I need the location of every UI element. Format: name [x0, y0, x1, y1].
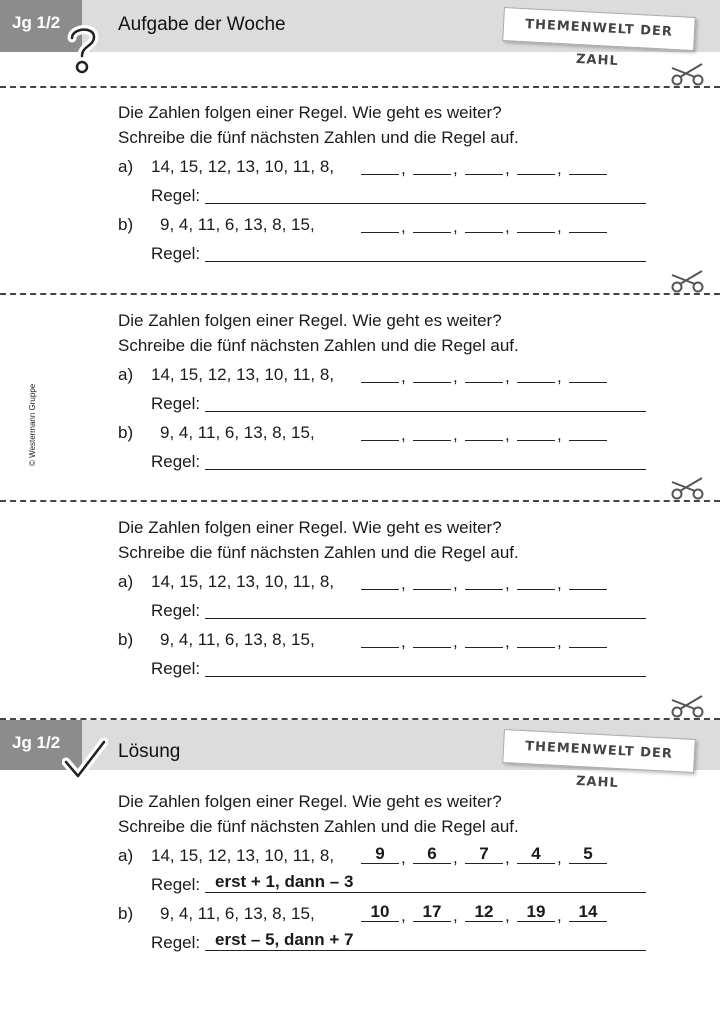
- comma: ,: [505, 848, 510, 867]
- comma: ,: [557, 159, 562, 178]
- exercise-intro-line2: Schreibe die fünf nächsten Zahlen und die Regel auf.: [118, 817, 519, 836]
- exercise-intro-line1: Die Zahlen folgen einer Regel. Wie geht es weiter?: [118, 103, 502, 122]
- comma: ,: [453, 848, 458, 867]
- label-b: b): [118, 423, 134, 442]
- exercise-intro-line1: Die Zahlen folgen einer Regel. Wie geht es weiter?: [118, 792, 502, 811]
- comma: ,: [505, 159, 510, 178]
- comma: ,: [401, 425, 406, 444]
- sequence-b: 9, 4, 11, 6, 13, 8, 15,: [160, 904, 315, 923]
- label-b: b): [118, 904, 134, 923]
- regel-solution-a: erst + 1, dann – 3: [215, 872, 354, 891]
- comma: ,: [401, 906, 406, 925]
- label-a: a): [118, 157, 134, 176]
- solution-answer: 5: [569, 846, 607, 864]
- answer-blank[interactable]: [517, 423, 555, 441]
- comma: ,: [401, 574, 406, 593]
- sequence-b: 9, 4, 11, 6, 13, 8, 15,: [160, 423, 315, 442]
- answer-blank[interactable]: [361, 572, 399, 590]
- answer-blank[interactable]: [569, 215, 607, 233]
- answer-blank[interactable]: [413, 572, 451, 590]
- comma: ,: [505, 906, 510, 925]
- comma: ,: [505, 632, 510, 651]
- comma: ,: [557, 574, 562, 593]
- sequence-a: 14, 15, 12, 13, 10, 11, 8,: [151, 846, 335, 865]
- regel-solution-line: [205, 930, 646, 951]
- answer-blank[interactable]: [569, 157, 607, 175]
- exercise-intro-line1: Die Zahlen folgen einer Regel. Wie geht es weiter?: [118, 518, 502, 537]
- solution-answer: 4: [517, 846, 555, 864]
- regel-input[interactable]: [205, 244, 646, 262]
- regel-input[interactable]: [205, 394, 646, 412]
- answer-blank[interactable]: [569, 630, 607, 648]
- label-b: b): [118, 215, 134, 234]
- regel-label: Regel:: [151, 452, 201, 471]
- exercise-intro-line1: Die Zahlen folgen einer Regel. Wie geht es weiter?: [118, 311, 502, 330]
- scissors-icon: [668, 62, 708, 86]
- answer-blank[interactable]: [413, 365, 451, 383]
- answer-blank[interactable]: [517, 157, 555, 175]
- answer-blank[interactable]: [413, 215, 451, 233]
- exercise-block-2: [0, 311, 720, 491]
- topic-badge: THEMENWELT DER ZAHL: [502, 729, 696, 773]
- answer-blank[interactable]: [465, 215, 503, 233]
- scissors-icon: [668, 269, 708, 293]
- solution-answer: 10: [361, 904, 399, 922]
- answer-blank[interactable]: [361, 157, 399, 175]
- solution-answer: 12: [465, 904, 503, 922]
- answer-blank[interactable]: [413, 630, 451, 648]
- cut-line: [0, 500, 720, 502]
- answer-blank[interactable]: [361, 423, 399, 441]
- regel-input[interactable]: [205, 186, 646, 204]
- regel-solution-b: erst – 5, dann + 7: [215, 930, 354, 949]
- answer-blank[interactable]: [465, 572, 503, 590]
- worksheet-title: Aufgabe der Woche: [118, 14, 286, 35]
- grade-label: Jg 1/2: [0, 0, 82, 52]
- exercise-intro-line2: Schreibe die fünf nächsten Zahlen und die Regel auf.: [118, 336, 519, 355]
- solution-answer: 9: [361, 846, 399, 864]
- question-mark-icon: [62, 22, 104, 76]
- exercise-intro-line2: Schreibe die fünf nächsten Zahlen und die Regel auf.: [118, 128, 519, 147]
- solution-block: [0, 792, 720, 972]
- answer-blank[interactable]: [361, 630, 399, 648]
- answer-blank[interactable]: [517, 365, 555, 383]
- solution-answer: 17: [413, 904, 451, 922]
- answer-blank[interactable]: [517, 572, 555, 590]
- answer-blank[interactable]: [465, 365, 503, 383]
- comma: ,: [453, 425, 458, 444]
- comma: ,: [557, 425, 562, 444]
- regel-input[interactable]: [205, 601, 646, 619]
- scissors-icon: [668, 694, 708, 718]
- comma: ,: [453, 574, 458, 593]
- answer-blank[interactable]: [361, 365, 399, 383]
- regel-label: Regel:: [151, 601, 201, 620]
- answer-blank[interactable]: [361, 215, 399, 233]
- comma: ,: [401, 217, 406, 236]
- sequence-a: 14, 15, 12, 13, 10, 11, 8,: [151, 365, 335, 384]
- comma: ,: [557, 217, 562, 236]
- label-a: a): [118, 365, 134, 384]
- comma: ,: [505, 367, 510, 386]
- answer-blank[interactable]: [517, 630, 555, 648]
- comma: ,: [557, 906, 562, 925]
- regel-label: Regel:: [151, 244, 201, 263]
- checkmark-icon: [62, 738, 108, 782]
- comma: ,: [401, 159, 406, 178]
- comma: ,: [453, 159, 458, 178]
- answer-blank[interactable]: [569, 572, 607, 590]
- comma: ,: [557, 848, 562, 867]
- regel-solution-line: [205, 872, 646, 893]
- answer-blank[interactable]: [465, 423, 503, 441]
- comma: ,: [453, 367, 458, 386]
- regel-label: Regel:: [151, 186, 201, 205]
- solution-answer: 7: [465, 846, 503, 864]
- answer-blank[interactable]: [465, 630, 503, 648]
- scissors-icon: [668, 476, 708, 500]
- sequence-a: 14, 15, 12, 13, 10, 11, 8,: [151, 572, 335, 591]
- cut-line: [0, 86, 720, 88]
- comma: ,: [453, 906, 458, 925]
- answer-blank[interactable]: [413, 423, 451, 441]
- comma: ,: [505, 425, 510, 444]
- exercise-intro-line2: Schreibe die fünf nächsten Zahlen und die Regel auf.: [118, 543, 519, 562]
- solution-answer: 6: [413, 846, 451, 864]
- answer-blank[interactable]: [517, 215, 555, 233]
- regel-input[interactable]: [205, 659, 646, 677]
- comma: ,: [557, 632, 562, 651]
- sequence-b: 9, 4, 11, 6, 13, 8, 15,: [160, 630, 315, 649]
- comma: ,: [557, 367, 562, 386]
- exercise-block-3: [0, 518, 720, 698]
- answer-blank[interactable]: [413, 157, 451, 175]
- answer-blank[interactable]: [569, 423, 607, 441]
- solution-answer: 19: [517, 904, 555, 922]
- regel-label: Regel:: [151, 394, 201, 413]
- copyright-note: © Westermann Gruppe: [28, 383, 37, 466]
- solution-header: [0, 720, 720, 792]
- regel-input[interactable]: [205, 452, 646, 470]
- comma: ,: [505, 217, 510, 236]
- regel-label: Regel:: [151, 875, 201, 894]
- label-a: a): [118, 846, 134, 865]
- worksheet-header: [0, 0, 720, 70]
- comma: ,: [453, 217, 458, 236]
- label-b: b): [118, 630, 134, 649]
- sequence-b: 9, 4, 11, 6, 13, 8, 15,: [160, 215, 315, 234]
- cut-line: [0, 293, 720, 295]
- answer-blank[interactable]: [569, 365, 607, 383]
- regel-label: Regel:: [151, 659, 201, 678]
- comma: ,: [453, 632, 458, 651]
- comma: ,: [401, 848, 406, 867]
- solution-title: Lösung: [118, 741, 181, 762]
- regel-label: Regel:: [151, 933, 201, 952]
- answer-blank[interactable]: [465, 157, 503, 175]
- solution-answer: 14: [569, 904, 607, 922]
- grade-label: Jg 1/2: [0, 720, 82, 770]
- comma: ,: [401, 632, 406, 651]
- label-a: a): [118, 572, 134, 591]
- comma: ,: [505, 574, 510, 593]
- topic-badge: THEMENWELT DER ZAHL: [502, 7, 696, 51]
- exercise-block-1: [0, 103, 720, 283]
- sequence-a: 14, 15, 12, 13, 10, 11, 8,: [151, 157, 335, 176]
- comma: ,: [401, 367, 406, 386]
